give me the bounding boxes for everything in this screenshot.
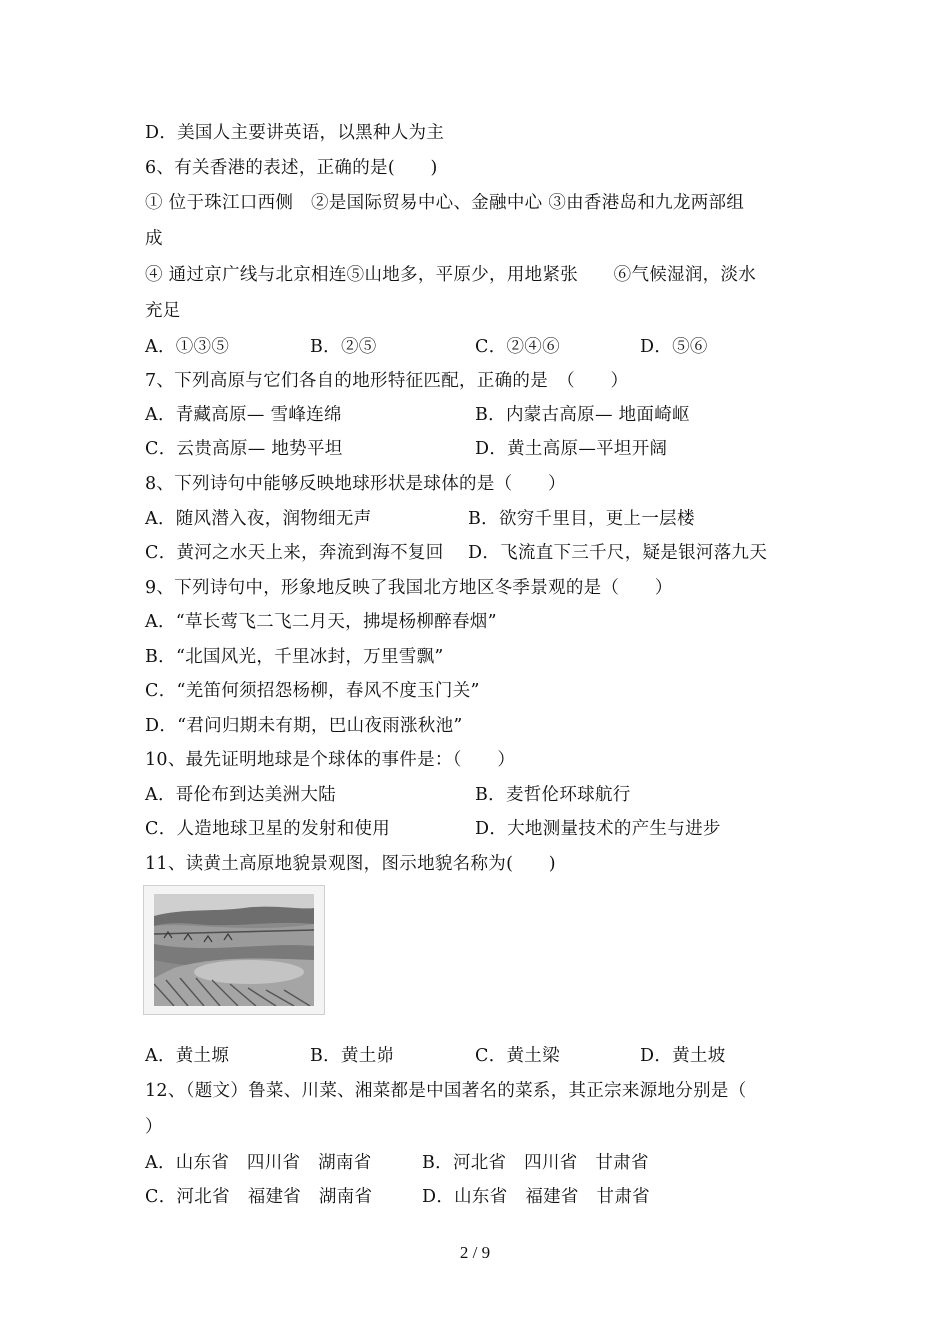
q11-option-b: B．黄土峁 [310, 1046, 395, 1066]
question-9: 9、下列诗句中，形象地反映了我国北方地区冬季景观的是（ ） [145, 578, 673, 598]
q6-statements-1: ① 位于珠江口西侧 ②是国际贸易中心、金融中心 ③由香港岛和九龙两部组 [145, 193, 745, 213]
question-11: 11、读黄土高原地貌景观图，图示地貌名称为( ) [145, 854, 556, 874]
q11-option-c: C．黄土梁 [475, 1046, 560, 1066]
q11-option-a: A．黄土塬 [145, 1046, 230, 1066]
question-6: 6、有关香港的表述，正确的是( ) [145, 158, 438, 178]
q6-option-c: C．②④⑥ [475, 337, 560, 357]
q12-option-b: B．河北省 四川省 甘肃省 [422, 1153, 649, 1173]
q8-option-a: A．随风潜入夜，润物细无声 [145, 509, 372, 529]
q10-option-b: B．麦哲伦环球航行 [475, 785, 631, 805]
q6-statements-1-cont: 成 [145, 229, 163, 249]
question-12: 12、（题文）鲁菜、川菜、湘菜都是中国著名的菜系，其正宗来源地分别是（ [145, 1081, 747, 1101]
q9-option-a: A．“草长莺飞二飞二月天，拂堤杨柳醉春烟” [145, 612, 497, 632]
q8-option-c: C．黄河之水天上来，奔流到海不复回 [145, 543, 444, 563]
q9-option-d: D．“君问归期未有期，巴山夜雨涨秋池” [145, 716, 463, 736]
q6-statements-2: ④ 通过京广线与北京相连⑤山地多，平原少，用地紧张 ⑥气候湿润，淡水 [145, 265, 757, 285]
question-12-cont: ） [145, 1117, 163, 1137]
question-10: 10、最先证明地球是个球体的事件是：（ ） [145, 750, 516, 770]
q8-option-d: D．飞流直下三千尺，疑是银河落九天 [468, 543, 768, 563]
q6-option-b: B．②⑤ [310, 337, 377, 357]
q9-option-c: C．“羌笛何须招怨杨柳，春风不度玉门关” [145, 681, 480, 701]
q6-statements-2-cont: 充足 [145, 301, 181, 321]
q10-option-a: A．哥伦布到达美洲大陆 [145, 785, 336, 805]
q5-option-d: D．美国人主要讲英语，以黑种人为主 [145, 123, 445, 143]
q7-option-b: B．内蒙古高原— 地面崎岖 [475, 405, 690, 425]
q8-option-b: B．欲穷千里目，更上一层楼 [468, 509, 695, 529]
q7-option-d: D．黄土高原—平坦开阔 [475, 439, 668, 459]
q10-option-c: C．人造地球卫星的发射和使用 [145, 819, 391, 839]
q7-option-c: C．云贵高原— 地势平坦 [145, 439, 343, 459]
q6-option-d: D．⑤⑥ [640, 337, 708, 357]
question-8: 8、下列诗句中能够反映地球形状是球体的是（ ） [145, 474, 566, 494]
q12-option-a: A．山东省 四川省 湖南省 [145, 1153, 372, 1173]
q12-option-d: D．山东省 福建省 甘肃省 [422, 1187, 650, 1207]
q7-option-a: A．青藏高原— 雪峰连绵 [145, 405, 342, 425]
q11-option-d: D．黄土坡 [640, 1046, 726, 1066]
q10-option-d: D．大地测量技术的产生与进步 [475, 819, 721, 839]
q6-option-a: A．①③⑤ [145, 337, 230, 357]
loess-landscape-image [154, 894, 314, 1006]
q9-option-b: B．“北国风光，千里冰封，万里雪飘” [145, 647, 444, 667]
page-number: 2 / 9 [459, 1243, 491, 1262]
loess-plateau-photo [143, 885, 325, 1015]
question-7: 7、下列高原与它们各自的地形特征匹配，正确的是 （ ） [145, 371, 629, 391]
q12-option-c: C．河北省 福建省 湖南省 [145, 1187, 373, 1207]
